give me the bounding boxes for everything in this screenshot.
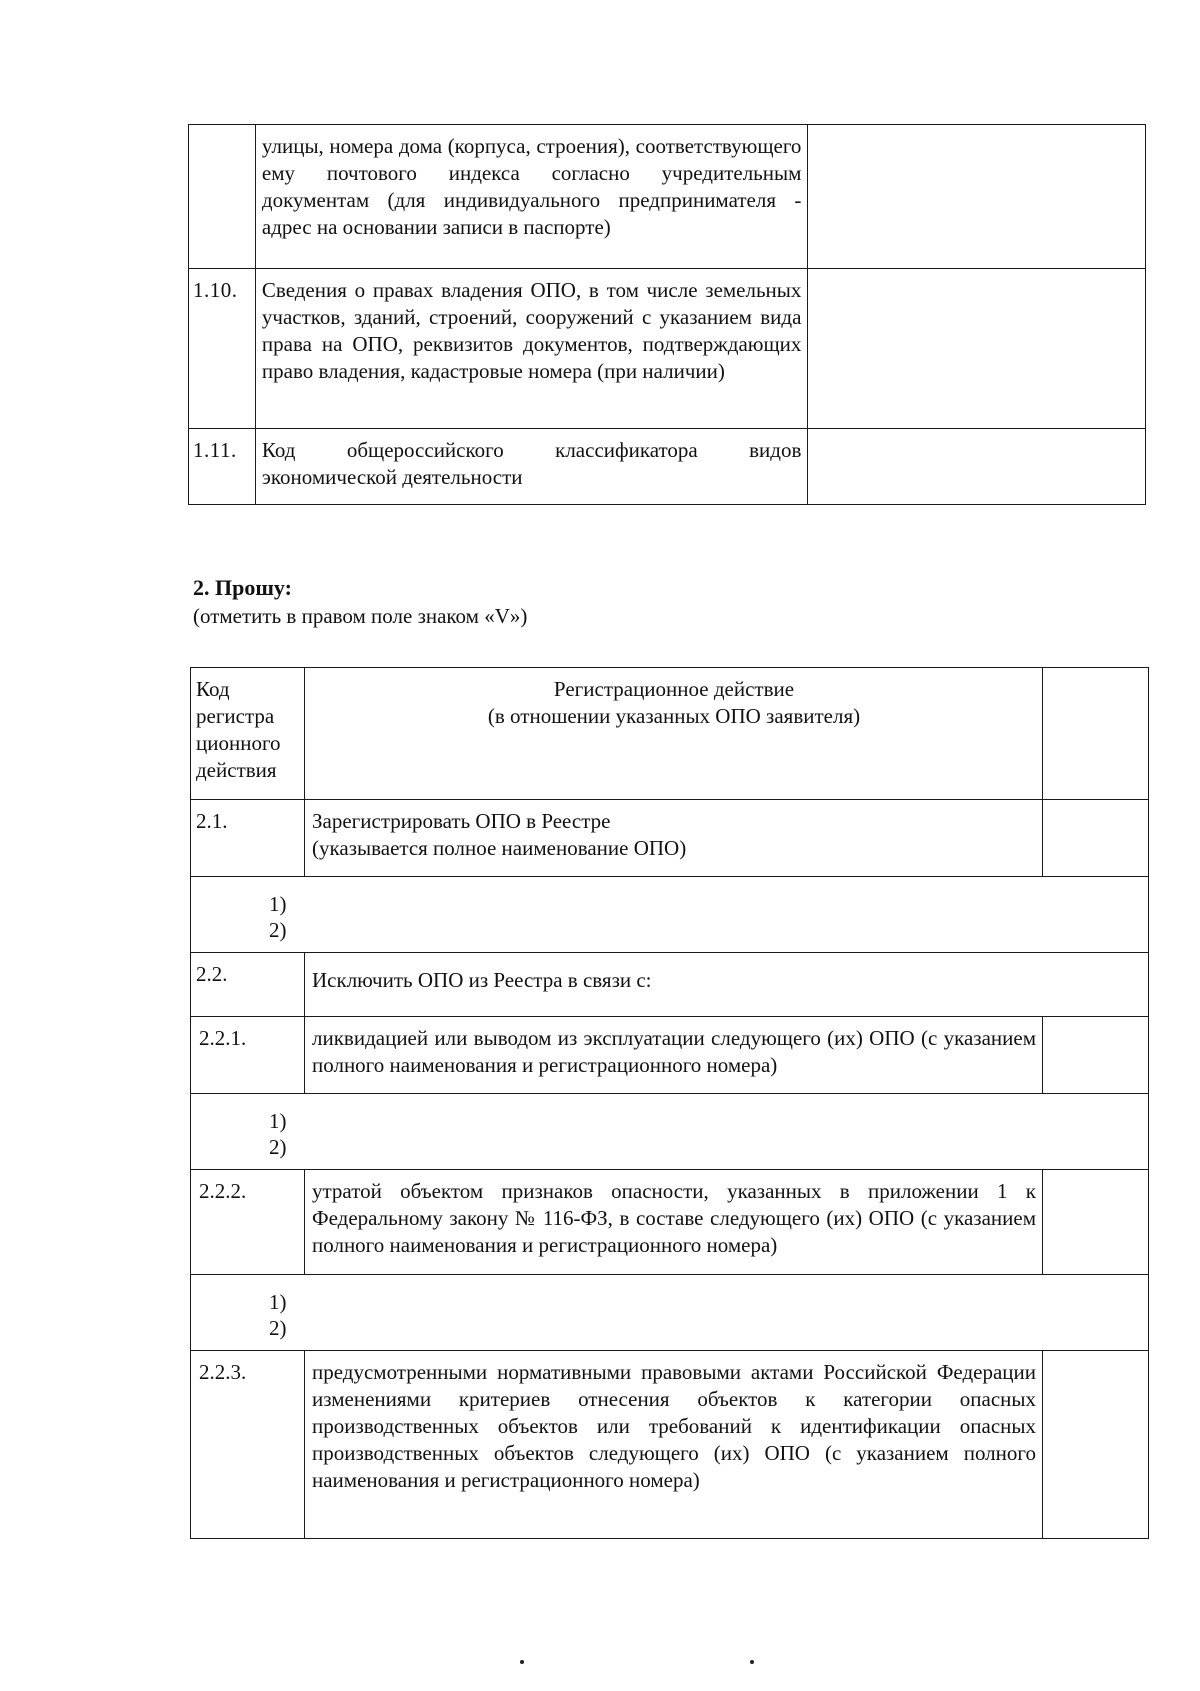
scan-artifact-dots	[520, 1660, 760, 1666]
value-field[interactable]	[808, 429, 1146, 505]
row-description: Код общероссийского классификатора видов экономической деятельности	[255, 429, 808, 505]
section-title: 2. Прошу:	[193, 575, 292, 600]
list-item: 2)	[269, 1316, 287, 1340]
header-action-subtitle: (в отношении указанных ОПО заявителя)	[487, 704, 861, 728]
row-description: Сведения о правах владения ОПО, в том числе земельных участков, зданий, строений, сооружений с указанием вида права на ОПО, реквизитов документов, подтверждающих право владения, кадастровые номера (при наличии)	[255, 269, 808, 429]
action-code: 2.2.	[191, 953, 305, 1017]
header-action	[305, 668, 1043, 800]
list-item: 1)	[269, 892, 287, 916]
table-row	[189, 125, 1146, 269]
list-item: 1)	[269, 1109, 287, 1133]
table-row	[189, 269, 1146, 429]
list-row	[191, 1094, 1149, 1170]
action-description	[305, 800, 1043, 877]
table-row	[189, 429, 1146, 505]
row-number: 1.11.	[189, 429, 256, 505]
value-field[interactable]	[808, 269, 1146, 429]
action-code: 2.1.	[191, 800, 305, 877]
list-item: 2)	[269, 918, 287, 942]
section-instruction: (отметить в правом поле знаком «V»)	[193, 604, 528, 628]
check-field[interactable]	[1043, 1017, 1149, 1094]
table-row	[191, 1017, 1149, 1094]
check-field[interactable]	[1043, 800, 1149, 877]
action-code: 2.2.2.	[191, 1170, 305, 1275]
row-number: 1.10.	[189, 269, 256, 429]
table-row	[191, 800, 1149, 877]
list-item: 1)	[269, 1290, 287, 1314]
value-field[interactable]	[808, 125, 1146, 269]
action-hint: (указывается полное наименование ОПО)	[312, 836, 687, 860]
action-description: Исключить ОПО из Реестра в связи с:	[305, 953, 1149, 1017]
action-title: Зарегистрировать ОПО в Реестре	[312, 809, 611, 833]
header-mark	[1043, 668, 1149, 800]
action-code: 2.2.3.	[191, 1351, 305, 1539]
row-number	[189, 125, 256, 269]
registration-actions-table	[190, 667, 1149, 1539]
list-row	[191, 877, 1149, 953]
header-action-title: Регистрационное действие	[553, 677, 795, 701]
action-description: ликвидацией или выводом из эксплуатации следующего (их) ОПО (с указанием полного наименования и регистрационного номера)	[305, 1017, 1043, 1094]
list-input-area[interactable]	[191, 1275, 1149, 1351]
list-item: 2)	[269, 1135, 287, 1159]
check-field[interactable]	[1043, 1170, 1149, 1275]
action-code: 2.2.1.	[191, 1017, 305, 1094]
table-row	[191, 1170, 1149, 1275]
table-header-row	[191, 668, 1149, 800]
list-row	[191, 1275, 1149, 1351]
table-row	[191, 1351, 1149, 1539]
action-description: утратой объектом признаков опасности, указанных в приложении 1 к Федеральному закону № 116-ФЗ, в составе следующего (их) ОПО (с указанием полного наименования и регистрационного номера)	[305, 1170, 1043, 1275]
list-input-area[interactable]	[191, 1094, 1149, 1170]
applicant-info-table	[188, 124, 1146, 505]
list-input-area[interactable]	[191, 877, 1149, 953]
check-field[interactable]	[1043, 1351, 1149, 1539]
row-description: улицы, номера дома (корпуса, строения), соответствующего ему почтового индекса согласно учредительным документам (для индивидуального предпринимателя - адрес на основании записи в паспорте)	[255, 125, 808, 269]
action-description: предусмотренными нормативными правовыми актами Российской Федерации изменениями критериев отнесения объектов к категории опасных производственных объектов или требований к идентификации опасных производственных объектов следующего (их) ОПО (с указанием полного наименования и регистрационного номера)	[305, 1351, 1043, 1539]
header-code: Код регистра ционного действия	[191, 668, 305, 800]
table-row	[191, 953, 1149, 1017]
